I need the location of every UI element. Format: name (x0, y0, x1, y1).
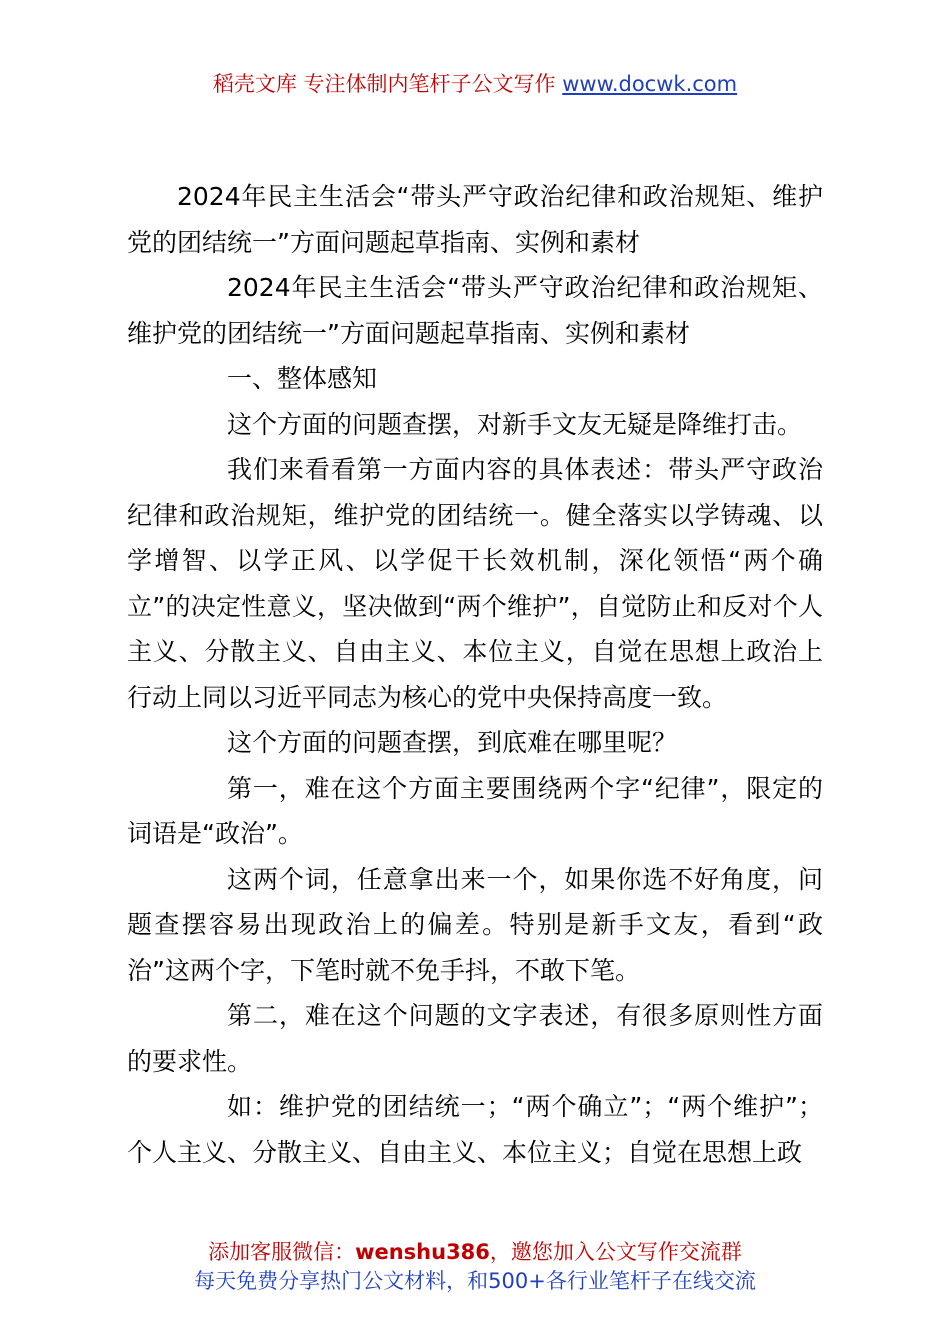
page-header (0, 66, 950, 102)
wechat-id: wenshu386 (355, 1240, 490, 1264)
paragraph: 这个方面的问题查摆，对新手文友无疑是降维打击。 (227, 409, 803, 439)
footer-contact-suffix: ，邀您加入公文写作交流群 (489, 1240, 742, 1264)
paragraph: 这两个词，任意拿出来一个，如果你选不好角度，问题查摆容易出现政治上的偏差。特别是新手文友，看到“政治”这两个字，下笔时就不免手抖，不敢下笔。 (127, 864, 823, 985)
site-url-link[interactable]: www.docwk.com (562, 72, 738, 96)
paragraph: 如：维护党的团结统一；“两个确立”；“两个维护”；个人主义、分散主义、自由主义、本位主义；自觉在思想上政 (127, 1092, 823, 1167)
document-title: 2024年民主生活会“带头严守政治纪律和政治规矩、维护党的团结统一”方面问题起草指南、实例和素材 (127, 182, 823, 257)
page-footer (0, 1238, 950, 1296)
footer-contact-prefix: 添加客服微信： (208, 1240, 356, 1264)
paragraph: 第二，难在这个问题的文字表述，有很多原则性方面的要求性。 (127, 1001, 823, 1076)
paragraph: 我们来看看第一方面内容的具体表述：带头严守政治纪律和政治规矩，维护党的团结统一。健全落实以学铸魂、以学增智、以学正风、以学促干长效机制，深化领悟“两个确立”的决定性意义，坚决做到“两个维护”，自觉防止和反对个人主义、分散主义、自由主义、本位主义，自觉在思想上政治上行动上同以习近平同志为核心的党中央保持高度一致。 (127, 455, 823, 712)
footer-promo-line: 每天免费分享热门公文材料，和500+各行业笔杆子在线交流 (194, 1269, 756, 1293)
document-title-repeat: 2024年民主生活会“带头严守政治纪律和政治规矩、维护党的团结统一”方面问题起草指南、实例和素材 (127, 273, 823, 348)
paragraph: 这个方面的问题查摆，到底难在哪里呢？ (227, 728, 678, 757)
document-body (127, 174, 823, 1175)
footer-contact-line (0, 1238, 950, 1267)
site-slogan: 稻壳文库 专注体制内笔杆子公文写作 (212, 72, 563, 96)
section-heading: 一、整体感知 (227, 364, 378, 393)
paragraph: 第一，难在这个方面主要围绕两个字“纪律”，限定的词语是“政治”。 (127, 773, 823, 848)
